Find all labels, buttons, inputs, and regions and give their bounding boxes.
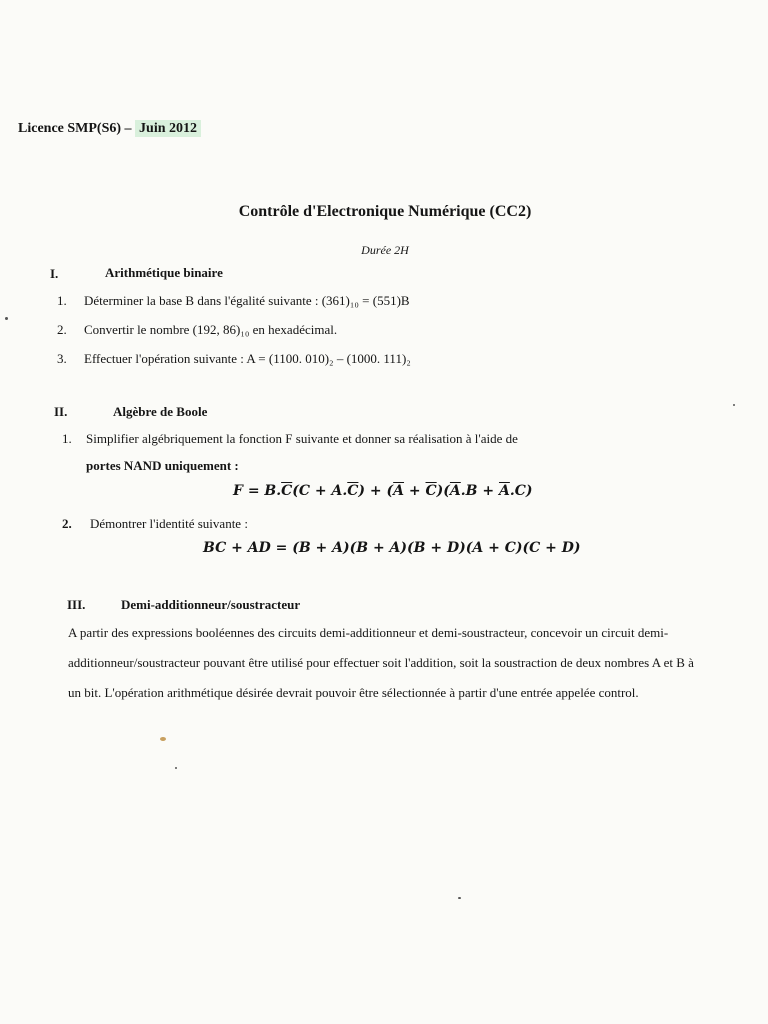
section-3-title: Demi-additionneur/soustracteur (121, 597, 301, 612)
section-1-heading (50, 265, 58, 283)
page-title: Contrôle d'Electronique Numérique (CC2) (238, 203, 532, 220)
section-1-title: Arithmétique binaire (105, 265, 223, 280)
s1-item-3-number: 3. (57, 351, 67, 366)
section-1-number: I. (50, 266, 59, 281)
scan-speck (458, 897, 461, 899)
scan-speck (733, 404, 735, 406)
scan-speck (160, 737, 166, 741)
section-3-number: III. (67, 597, 86, 612)
s2-item-1-text-line1: Simplifier algébriquement la fonction F suivante et donner sa réalisation à l'aide de (86, 431, 518, 446)
header-prefix: Licence SMP(S6) – (18, 121, 132, 136)
duration: Durée 2H (361, 243, 409, 257)
section-2-number: II. (54, 404, 68, 419)
equation-identity: BC + AD = (B + A)(B + A)(B + D)(A + C)(C + D) (203, 540, 581, 556)
header-date: Juin 2012 (135, 120, 201, 137)
s1-item-3-text: Effectuer l'opération suivante : A = (1100. 010)₂ – (1000. 111)₂ (84, 351, 411, 366)
s2-item-1-text-line2: portes NAND uniquement : (86, 458, 239, 473)
scan-speck (5, 317, 8, 320)
s2-item-2-text: Démontrer l'identité suivante : (90, 516, 248, 531)
header-line (18, 121, 201, 137)
s1-item-2-text: Convertir le nombre (192, 86)₁₀ en hexadécimal. (84, 322, 338, 337)
s2-item-1-number: 1. (62, 431, 72, 446)
equation-f: $F = B.\overline{C}(C + A.\overline{C}) + (\overline{A} + \overline{C})(\overline{A}.B + \overline{A}.C)$ (233, 483, 533, 499)
section-3-paragraph: A partir des expressions booléennes des circuits demi-additionneur et demi-soustracteur, concevoir un circuit demi-additionneur/soustracteur pouvant être utilisé pour effectuer soit l'addition, soit la soustraction de deux nombres A et B à un bit. L'opération arithmétique désirée devrait pouvoir être sélectionnée à partir d'une entrée appelée control. (68, 625, 694, 700)
s1-item-2-number: 2. (57, 322, 67, 337)
section-2-title: Algèbre de Boole (113, 404, 208, 419)
s2-item-2-number: 2. (62, 516, 72, 531)
s1-item-1-text: Déterminer la base B dans l'égalité suivante : (361)₁₀ = (551)B (84, 293, 410, 308)
scan-speck (175, 767, 177, 769)
s1-item-1-number: 1. (57, 293, 67, 308)
